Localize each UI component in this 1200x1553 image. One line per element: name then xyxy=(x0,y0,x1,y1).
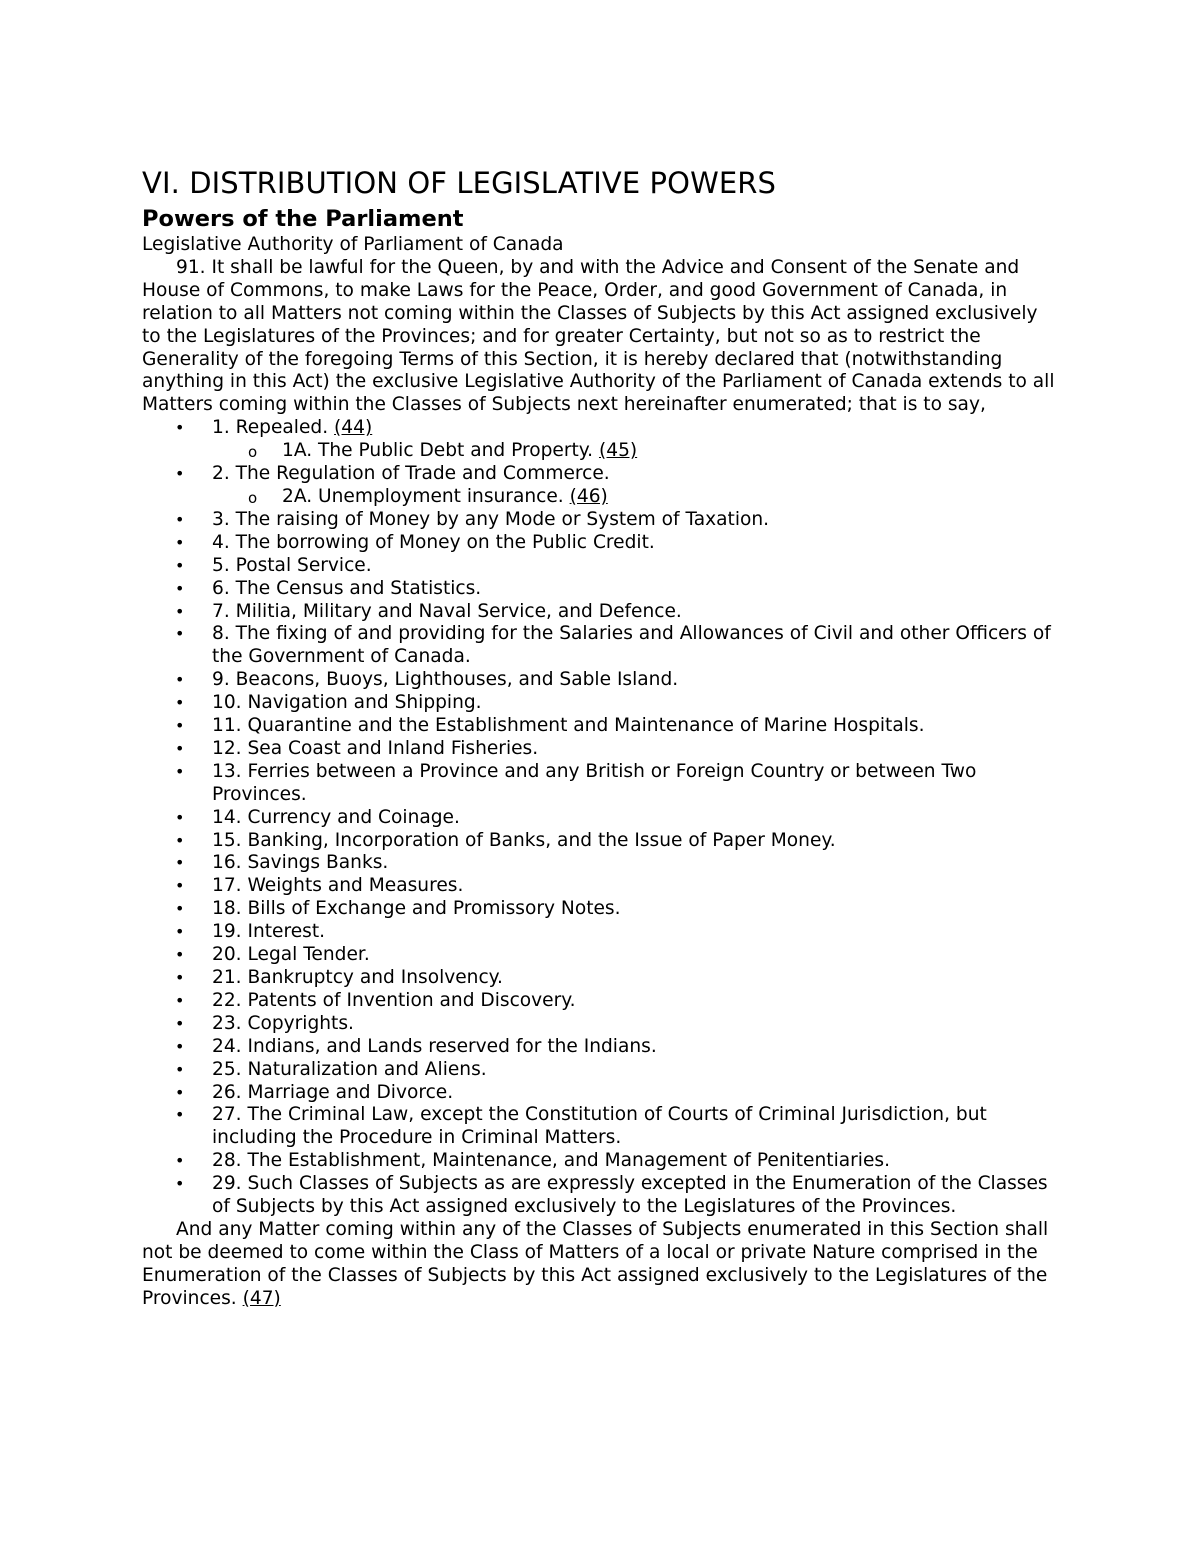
list-item xyxy=(142,555,1062,578)
sub-bullet-icon: o xyxy=(248,443,258,462)
sub-bullet-icon: o xyxy=(248,488,258,507)
list-item xyxy=(142,990,1062,1013)
list-item xyxy=(142,417,1062,440)
bullet-icon: • xyxy=(175,922,185,942)
list-item xyxy=(142,921,1062,944)
list-item-text: 27. The Criminal Law, except the Constitution of Courts of Criminal Jurisdiction, but including the Procedure in Criminal Matters. xyxy=(212,1104,987,1149)
bullet-icon: • xyxy=(175,464,185,484)
bullet-icon: • xyxy=(175,899,185,919)
bullet-icon: • xyxy=(175,945,185,965)
footnote-link[interactable]: (45) xyxy=(598,440,638,462)
list-item-text: 2A. Unemployment insurance. xyxy=(282,485,570,507)
list-item xyxy=(142,532,1062,555)
document-page xyxy=(142,166,1062,1311)
bullet-icon: • xyxy=(175,1105,185,1125)
bullet-icon: • xyxy=(175,853,185,873)
bullet-icon: • xyxy=(175,532,185,552)
bullet-icon: • xyxy=(175,601,185,621)
page-title: VI. DISTRIBUTION OF LEGISLATIVE POWERS xyxy=(142,166,777,200)
list-item-text: 20. Legal Tender. xyxy=(212,944,370,966)
bullet-icon: • xyxy=(175,509,185,529)
list-item-text: 9. Beacons, Buoys, Lighthouses, and Sable Island. xyxy=(212,669,679,691)
list-item-text: 5. Postal Service. xyxy=(212,554,372,576)
list-item-text: 17. Weights and Measures. xyxy=(212,875,464,897)
bullet-icon: • xyxy=(175,1013,185,1033)
list-item xyxy=(142,761,1062,807)
list-item-text: 25. Naturalization and Aliens. xyxy=(212,1058,487,1080)
bullet-icon: • xyxy=(175,876,185,896)
list-item xyxy=(142,463,1062,486)
document-body xyxy=(142,234,1062,1311)
list-item-text: 24. Indians, and Lands reserved for the Indians. xyxy=(212,1035,657,1057)
bullet-icon: • xyxy=(175,1082,185,1102)
list-item xyxy=(142,669,1062,692)
list-item xyxy=(142,1059,1062,1082)
list-item-text: 29. Such Classes of Subjects as are expressly excepted in the Enumeration of the Classes of Subjects by this Act assigned exclusively to the Legislatures of the Provinces. xyxy=(212,1173,1048,1218)
list-item-text: 23. Copyrights. xyxy=(212,1012,354,1034)
list-item xyxy=(142,692,1062,715)
sub-list-item xyxy=(142,486,1062,509)
bullet-icon: • xyxy=(175,670,185,690)
bullet-icon: • xyxy=(175,693,185,713)
list-item-text: 26. Marriage and Divorce. xyxy=(212,1081,454,1103)
bullet-icon: • xyxy=(175,738,185,758)
list-item-text: 4. The borrowing of Money on the Public Credit. xyxy=(212,531,655,553)
bullet-icon: • xyxy=(175,555,185,575)
list-item-text: 8. The fixing of and providing for the Salaries and Allowances of Civil and other Officers of the Government of Canada. xyxy=(212,623,1051,668)
list-item xyxy=(142,578,1062,601)
intro-paragraph: 91. It shall be lawful for the Queen, by and with the Advice and Consent of the Senate and House of Commons, to make Laws for the Peace, Order, and good Government of Canada, in relation to all Matters not coming within the Classes of Subjects by this Act assigned exclusively to the Legislatures of the Provinces; and for greater Certainty, but not so as to restrict the Generality of the foregoing Terms of this Section, it is hereby declared that (notwithstanding anything in this Act) the exclusive Legislative Authority of the Parliament of Canada extends to all Matters coming within the Classes of Subjects next hereinafter enumerated; that is to say, xyxy=(142,256,1055,416)
list-item-text: 28. The Establishment, Maintenance, and Management of Penitentiaries. xyxy=(212,1150,890,1172)
list-item xyxy=(142,1150,1062,1173)
footnote-link[interactable]: (44) xyxy=(334,417,373,439)
closing-text: And any Matter coming within any of the Classes of Subjects enumerated in this Section shall not be deemed to come within the Class of Matters of a local or private Nature comprised in the Enumeration of the Classes of Subjects by this Act assigned exclusively to the Legislatures of the Provinces. xyxy=(142,1218,1049,1309)
bullet-icon: • xyxy=(175,578,185,598)
list-item-text: 11. Quarantine and the Establishment and Maintenance of Marine Hospitals. xyxy=(212,715,925,737)
list-item-text: 14. Currency and Coinage. xyxy=(212,806,460,828)
bullet-icon: • xyxy=(175,761,185,781)
list-item xyxy=(142,898,1062,921)
bullet-icon: • xyxy=(175,830,185,850)
sub-list-item xyxy=(142,440,1062,463)
list-item-text: 10. Navigation and Shipping. xyxy=(212,692,482,714)
list-item xyxy=(142,509,1062,532)
list-item xyxy=(142,830,1062,853)
list-item xyxy=(142,623,1062,669)
list-item-text: 18. Bills of Exchange and Promissory Notes. xyxy=(212,898,621,920)
footnote-link[interactable]: (47) xyxy=(242,1287,281,1309)
list-item-text: 3. The raising of Money by any Mode or System of Taxation. xyxy=(212,508,770,530)
bullet-icon: • xyxy=(175,1036,185,1056)
bullet-icon: • xyxy=(175,716,185,736)
list-item xyxy=(142,1104,1062,1150)
list-item-text: 12. Sea Coast and Inland Fisheries. xyxy=(212,737,539,759)
bullet-icon: • xyxy=(175,624,185,644)
section-heading: Powers of the Parliament xyxy=(142,206,464,232)
list-item-text: 15. Banking, Incorporation of Banks, and the Issue of Paper Money. xyxy=(212,829,836,851)
list-item-text: 21. Bankruptcy and Insolvency. xyxy=(212,967,503,988)
powers-list xyxy=(142,417,1062,1219)
list-item xyxy=(142,1013,1062,1036)
list-item xyxy=(142,1173,1062,1219)
list-item-text: 2. The Regulation of Trade and Commerce. xyxy=(212,463,610,485)
section-label: Legislative Authority of Parliament of Canada xyxy=(142,234,564,255)
list-item xyxy=(142,601,1062,624)
list-item-text: 22. Patents of Invention and Discovery. xyxy=(212,989,576,1011)
list-item xyxy=(142,1036,1062,1059)
list-item-text: 6. The Census and Statistics. xyxy=(212,577,482,599)
list-item xyxy=(142,875,1062,898)
bullet-icon: • xyxy=(175,990,185,1010)
list-item-text: 13. Ferries between a Province and any British or Foreign Country or between Two Provinces. xyxy=(212,760,977,805)
list-item-text: 1A. The Public Debt and Property. xyxy=(282,440,599,462)
list-item xyxy=(142,1082,1062,1105)
list-item xyxy=(142,738,1062,761)
list-item-text: 1. Repealed. xyxy=(212,417,335,439)
bullet-icon: • xyxy=(175,968,185,987)
list-item xyxy=(142,967,1062,990)
list-item xyxy=(142,715,1062,738)
bullet-icon: • xyxy=(175,807,185,827)
list-item xyxy=(142,852,1062,875)
list-item xyxy=(142,944,1062,967)
list-item xyxy=(142,807,1062,830)
bullet-icon: • xyxy=(175,1059,185,1079)
footnote-link[interactable]: (46) xyxy=(569,485,608,507)
bullet-icon: • xyxy=(175,1151,185,1171)
list-item-text: 19. Interest. xyxy=(212,921,326,943)
closing-paragraph xyxy=(142,1219,1062,1311)
bullet-icon: • xyxy=(175,418,185,438)
list-item-text: 16. Savings Banks. xyxy=(212,852,389,874)
bullet-icon: • xyxy=(175,1174,185,1194)
list-item-text: 7. Militia, Military and Naval Service, and Defence. xyxy=(212,600,682,622)
